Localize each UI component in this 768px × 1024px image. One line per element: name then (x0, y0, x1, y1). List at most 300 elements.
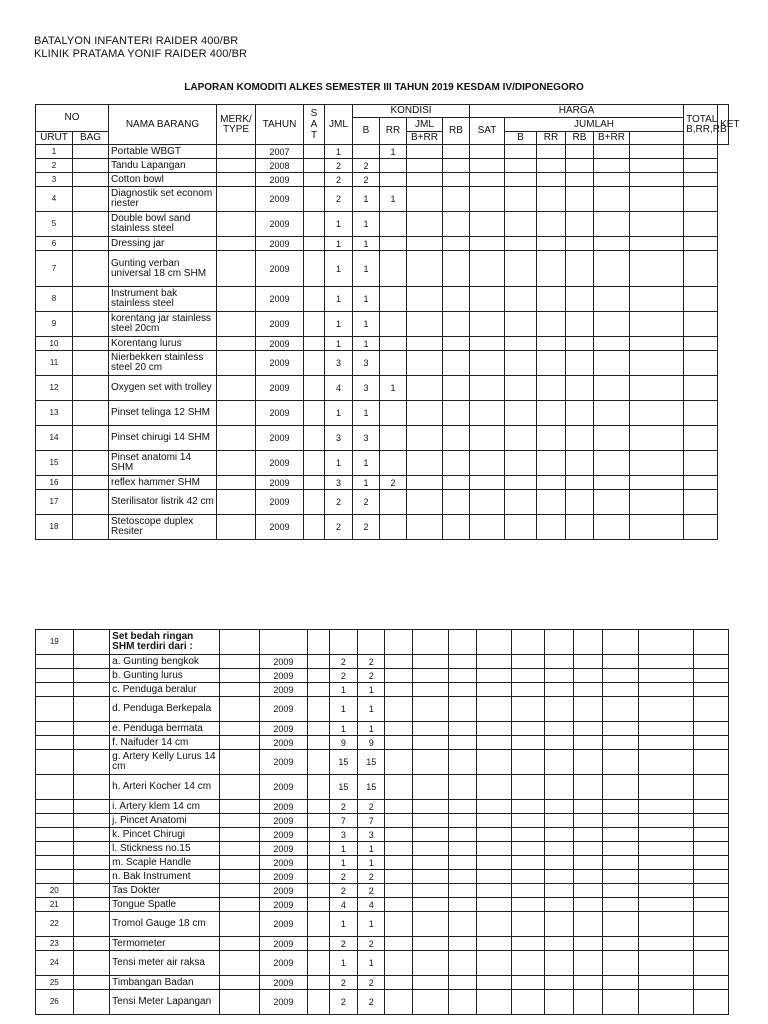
row-jumlah-b (512, 775, 545, 800)
row-urut (36, 736, 74, 750)
row-sat (308, 736, 329, 750)
row-jumlah-b (512, 951, 545, 976)
row-ket (694, 722, 729, 736)
table-row (36, 697, 729, 722)
row-urut: 21 (36, 898, 74, 912)
row-kondisi-b: 1 (353, 187, 380, 212)
row-merk (219, 990, 259, 1015)
row-jumlah-b-rr (594, 159, 630, 173)
col-jumlah-rb: RB (566, 132, 594, 145)
row-jumlah-b-rr (594, 312, 630, 337)
row-jumlah-rb (566, 337, 594, 351)
row-kondisi-b: 1 (353, 287, 380, 312)
row-sat (304, 451, 325, 476)
row-jumlah-rr (544, 775, 573, 800)
row-harga-sat (476, 775, 512, 800)
row-jumlah-b-rr (602, 669, 639, 683)
row-tahun: 2009 (259, 976, 308, 990)
row-harga-sat (476, 990, 512, 1015)
row-urut: 3 (36, 173, 73, 187)
row-jumlah-b (505, 187, 537, 212)
row-jml: 1 (325, 401, 353, 426)
row-kondisi-b (353, 145, 380, 159)
row-ket (694, 736, 729, 750)
row-kondisi-b: 2 (358, 669, 385, 683)
row-kondisi-b-rr (412, 870, 449, 884)
row-jml: 1 (325, 145, 353, 159)
row-harga-sat (476, 814, 512, 828)
row-jumlah-b (512, 842, 545, 856)
row-nama-barang: Double bowl sand stainless steel (109, 212, 217, 237)
table-row (36, 476, 729, 490)
row-tahun: 2009 (259, 912, 308, 937)
row-harga-sat (476, 884, 512, 898)
row-jumlah-b-rr (594, 173, 630, 187)
row-total (630, 159, 684, 173)
col-kondisi: KONDISI (353, 105, 470, 118)
row-bag (73, 251, 109, 287)
row-nama-barang: korentang jar stainless steel 20cm (109, 312, 217, 337)
row-jumlah-rb (574, 884, 602, 898)
row-harga-sat (470, 426, 505, 451)
row-total (630, 376, 684, 401)
row-ket (684, 237, 718, 251)
row-sat (304, 376, 325, 401)
row-kondisi-rr (385, 990, 412, 1015)
row-urut (36, 828, 74, 842)
row-urut: 8 (36, 287, 73, 312)
row-jumlah-rb (566, 451, 594, 476)
row-bag (73, 187, 109, 212)
row-bag (73, 145, 109, 159)
col-tahun: TAHUN (256, 105, 304, 145)
row-kondisi-rb (449, 898, 476, 912)
row-bag (73, 287, 109, 312)
row-jml: 1 (325, 237, 353, 251)
row-urut: 11 (36, 351, 73, 376)
row-kondisi-rr: 1 (380, 187, 407, 212)
row-kondisi-rr: 1 (380, 145, 407, 159)
row-urut (36, 655, 74, 669)
row-bag (73, 376, 109, 401)
row-nama-barang: Dressing jar (109, 237, 217, 251)
row-kondisi-b-rr (412, 697, 449, 722)
row-kondisi-b: 1 (358, 856, 385, 870)
row-kondisi-rb (443, 145, 470, 159)
row-jumlah-b (512, 856, 545, 870)
row-kondisi-rr: 2 (380, 476, 407, 490)
row-urut: 14 (36, 426, 73, 451)
row-total (639, 736, 694, 750)
row-kondisi-b-rr (412, 937, 449, 951)
row-urut (36, 842, 74, 856)
row-jml: 4 (325, 376, 353, 401)
row-jumlah-b-rr (602, 630, 639, 655)
row-ket (684, 312, 718, 337)
row-total (639, 898, 694, 912)
row-jumlah-rb (566, 312, 594, 337)
row-kondisi-b: 2 (358, 800, 385, 814)
row-tahun: 2009 (259, 828, 308, 842)
row-kondisi-rb (449, 990, 476, 1015)
row-total (630, 426, 684, 451)
row-urut: 17 (36, 490, 73, 515)
row-harga-sat (470, 451, 505, 476)
row-kondisi-rr (380, 451, 407, 476)
row-jumlah-rr (544, 683, 573, 697)
row-jumlah-b-rr (594, 476, 630, 490)
row-total (630, 287, 684, 312)
row-merk (219, 736, 259, 750)
row-kondisi-rb (449, 842, 476, 856)
row-total (630, 515, 684, 540)
row-total (630, 187, 684, 212)
row-total (639, 683, 694, 697)
row-kondisi-rr (385, 976, 412, 990)
row-bag (73, 898, 110, 912)
table-row (36, 912, 729, 937)
row-jumlah-rr (537, 515, 566, 540)
row-kondisi-b-rr (407, 426, 443, 451)
row-kondisi-rb (443, 401, 470, 426)
row-sat (304, 187, 325, 212)
row-sat (308, 884, 329, 898)
table-row (36, 722, 729, 736)
row-kondisi-b-rr (412, 669, 449, 683)
row-tahun: 2009 (256, 376, 304, 401)
row-kondisi-rr (385, 683, 412, 697)
row-bag (73, 951, 110, 976)
row-jumlah-rr (537, 145, 566, 159)
row-tahun: 2009 (259, 990, 308, 1015)
row-jml (329, 630, 357, 655)
row-bag (73, 490, 109, 515)
row-jumlah-b-rr (602, 828, 639, 842)
row-jumlah-rb (574, 856, 602, 870)
row-total (630, 237, 684, 251)
row-tahun: 2009 (259, 800, 308, 814)
row-jml: 2 (325, 173, 353, 187)
row-bag (73, 683, 110, 697)
row-bag (73, 655, 110, 669)
row-jumlah-rr (537, 401, 566, 426)
row-kondisi-rr (385, 912, 412, 937)
row-harga-sat (470, 337, 505, 351)
row-harga-sat (470, 159, 505, 173)
table-row (36, 376, 729, 401)
row-ket (684, 426, 718, 451)
row-jumlah-b-rr (602, 884, 639, 898)
row-jumlah-b-rr (594, 401, 630, 426)
row-kondisi-rr (380, 159, 407, 173)
row-bag (73, 401, 109, 426)
row-jumlah-rr (544, 655, 573, 669)
row-kondisi-rb (443, 251, 470, 287)
row-merk (219, 937, 259, 951)
row-bag (73, 237, 109, 251)
row-bag (73, 451, 109, 476)
row-jumlah-rr (537, 476, 566, 490)
row-kondisi-b (358, 630, 385, 655)
row-kondisi-b: 1 (358, 697, 385, 722)
row-total (630, 145, 684, 159)
col-sat-a: A (310, 119, 318, 130)
row-ket (684, 490, 718, 515)
row-harga-sat (470, 490, 505, 515)
row-urut: 9 (36, 312, 73, 337)
row-kondisi-b: 2 (353, 515, 380, 540)
row-merk (219, 842, 259, 856)
row-jumlah-rb (574, 990, 602, 1015)
row-tahun: 2009 (259, 842, 308, 856)
row-total (639, 884, 694, 898)
row-urut: 4 (36, 187, 73, 212)
table-row (36, 159, 729, 173)
col-kondisi-rr: RR (380, 118, 407, 145)
row-sat (304, 337, 325, 351)
row-jml: 1 (329, 951, 357, 976)
row-kondisi-rr (380, 401, 407, 426)
row-sat (308, 630, 329, 655)
row-jml: 1 (325, 451, 353, 476)
row-merk (219, 800, 259, 814)
row-kondisi-rr (380, 351, 407, 376)
row-total (639, 951, 694, 976)
row-total (630, 451, 684, 476)
row-kondisi-rr (385, 630, 412, 655)
table-row (36, 401, 729, 426)
row-jml: 2 (329, 669, 357, 683)
row-harga-sat (476, 976, 512, 990)
row-kondisi-b: 4 (358, 898, 385, 912)
row-kondisi-rb (449, 655, 476, 669)
row-harga-sat (470, 312, 505, 337)
row-kondisi-b: 3 (358, 828, 385, 842)
row-bag (73, 312, 109, 337)
row-jml: 1 (329, 856, 357, 870)
row-jumlah-rr (544, 898, 573, 912)
row-jumlah-rr (544, 937, 573, 951)
row-nama-barang: Gunting verban universal 18 cm SHM (109, 251, 217, 287)
row-jumlah-rr (537, 490, 566, 515)
row-merk (217, 490, 256, 515)
row-nama-barang: Tromol Gauge 18 cm (110, 912, 220, 937)
row-merk (219, 828, 259, 842)
row-jumlah-b (512, 669, 545, 683)
row-ket (694, 990, 729, 1015)
row-urut: 2 (36, 159, 73, 173)
table-row (36, 630, 729, 655)
row-kondisi-b: 15 (358, 775, 385, 800)
row-merk (217, 187, 256, 212)
row-sat (308, 697, 329, 722)
row-sat (308, 775, 329, 800)
row-jumlah-b (512, 630, 545, 655)
row-kondisi-b-rr (412, 722, 449, 736)
row-bag (73, 173, 109, 187)
inventory-table-1 (35, 104, 740, 540)
row-sat (308, 912, 329, 937)
row-harga-sat (470, 212, 505, 237)
row-jumlah-rb (566, 212, 594, 237)
row-ket (694, 814, 729, 828)
row-kondisi-b: 1 (353, 476, 380, 490)
row-jumlah-b-rr (602, 683, 639, 697)
row-ket (684, 515, 718, 540)
row-sat (308, 828, 329, 842)
row-harga-sat (470, 145, 505, 159)
row-kondisi-rr (380, 312, 407, 337)
row-jml: 2 (329, 937, 357, 951)
row-jumlah-rb (566, 515, 594, 540)
row-jml: 1 (325, 212, 353, 237)
row-kondisi-b: 1 (358, 842, 385, 856)
row-sat (308, 814, 329, 828)
row-jumlah-rr (544, 951, 573, 976)
row-kondisi-rr (385, 655, 412, 669)
row-jml: 2 (325, 490, 353, 515)
row-total (639, 976, 694, 990)
row-nama-barang: g. Artery Kelly Lurus 14 cm (110, 750, 220, 775)
row-kondisi-b: 2 (353, 173, 380, 187)
row-tahun (259, 630, 308, 655)
row-kondisi-b: 7 (358, 814, 385, 828)
table-row (36, 287, 729, 312)
row-tahun: 2009 (256, 401, 304, 426)
row-total (630, 251, 684, 287)
row-kondisi-rb (443, 212, 470, 237)
table-row (36, 515, 729, 540)
table-row (36, 937, 729, 951)
row-sat (304, 515, 325, 540)
row-kondisi-b-rr (407, 287, 443, 312)
row-jumlah-rb (566, 237, 594, 251)
row-jumlah-rr (544, 736, 573, 750)
row-nama-barang: d. Penduga Berkepala (110, 697, 220, 722)
row-jumlah-b-rr (602, 655, 639, 669)
row-sat (308, 683, 329, 697)
row-kondisi-b: 9 (358, 736, 385, 750)
table-row (36, 212, 729, 237)
row-nama-barang: h. Arteri Kocher 14 cm (110, 775, 220, 800)
row-urut: 22 (36, 912, 74, 937)
row-tahun: 2009 (256, 173, 304, 187)
row-kondisi-b: 2 (353, 159, 380, 173)
row-jumlah-b-rr (594, 212, 630, 237)
row-merk (217, 337, 256, 351)
row-jumlah-b (512, 697, 545, 722)
row-jumlah-b-rr (594, 515, 630, 540)
row-jumlah-rb (566, 251, 594, 287)
row-kondisi-b-rr (412, 683, 449, 697)
row-jumlah-rr (537, 173, 566, 187)
row-sat (304, 312, 325, 337)
row-merk (217, 451, 256, 476)
row-kondisi-rr (385, 736, 412, 750)
row-urut: 24 (36, 951, 74, 976)
row-jumlah-b (505, 490, 537, 515)
row-ket (694, 870, 729, 884)
table-row (36, 976, 729, 990)
row-jumlah-rb (574, 842, 602, 856)
row-jumlah-b-rr (602, 722, 639, 736)
row-harga-sat (470, 401, 505, 426)
row-jumlah-rb (574, 976, 602, 990)
row-harga-sat (476, 736, 512, 750)
row-ket (694, 842, 729, 856)
row-kondisi-rr (385, 828, 412, 842)
row-merk (219, 870, 259, 884)
row-jumlah-b (505, 212, 537, 237)
row-jumlah-b (505, 312, 537, 337)
row-tahun: 2009 (256, 476, 304, 490)
row-merk (219, 750, 259, 775)
row-nama-barang: Pinset chirugi 14 SHM (109, 426, 217, 451)
row-total (639, 828, 694, 842)
row-bag (73, 476, 109, 490)
row-kondisi-b: 1 (353, 212, 380, 237)
row-kondisi-rb (449, 912, 476, 937)
row-kondisi-b-rr (407, 476, 443, 490)
row-kondisi-rb (443, 490, 470, 515)
row-urut: 12 (36, 376, 73, 401)
row-jumlah-b (505, 351, 537, 376)
row-nama-barang: Sterilisator listrik 42 cm (109, 490, 217, 515)
row-jml: 3 (325, 351, 353, 376)
row-jumlah-rb (574, 630, 602, 655)
row-jumlah-b (505, 287, 537, 312)
row-jumlah-rb (566, 145, 594, 159)
row-jumlah-rb (574, 912, 602, 937)
row-urut: 25 (36, 976, 74, 990)
row-kondisi-rr (385, 856, 412, 870)
row-total (639, 655, 694, 669)
row-bag (73, 212, 109, 237)
table-row (36, 814, 729, 828)
row-sat (304, 237, 325, 251)
row-ket (694, 937, 729, 951)
row-jumlah-rb (566, 401, 594, 426)
row-urut (36, 750, 74, 775)
col-kondisi-b: B (353, 118, 380, 145)
row-nama-barang: b. Gunting lurus (110, 669, 220, 683)
row-tahun: 2009 (259, 884, 308, 898)
row-kondisi-b-rr (407, 212, 443, 237)
table-row (36, 856, 729, 870)
row-jumlah-rb (566, 376, 594, 401)
row-jumlah-rb (566, 476, 594, 490)
row-urut (36, 722, 74, 736)
row-kondisi-b-rr (407, 251, 443, 287)
row-merk (219, 976, 259, 990)
row-kondisi-b-rr (407, 159, 443, 173)
row-kondisi-rb (443, 237, 470, 251)
row-bag (73, 800, 110, 814)
row-ket (684, 337, 718, 351)
row-urut: 20 (36, 884, 74, 898)
row-tahun: 2009 (256, 337, 304, 351)
table-row (36, 490, 729, 515)
col-harga: HARGA (470, 105, 684, 118)
row-kondisi-b-rr (412, 842, 449, 856)
row-urut: 1 (36, 145, 73, 159)
row-jml: 1 (325, 337, 353, 351)
row-ket (694, 775, 729, 800)
row-harga-sat (476, 842, 512, 856)
row-jumlah-rb (574, 951, 602, 976)
table-row (36, 828, 729, 842)
row-total (639, 775, 694, 800)
